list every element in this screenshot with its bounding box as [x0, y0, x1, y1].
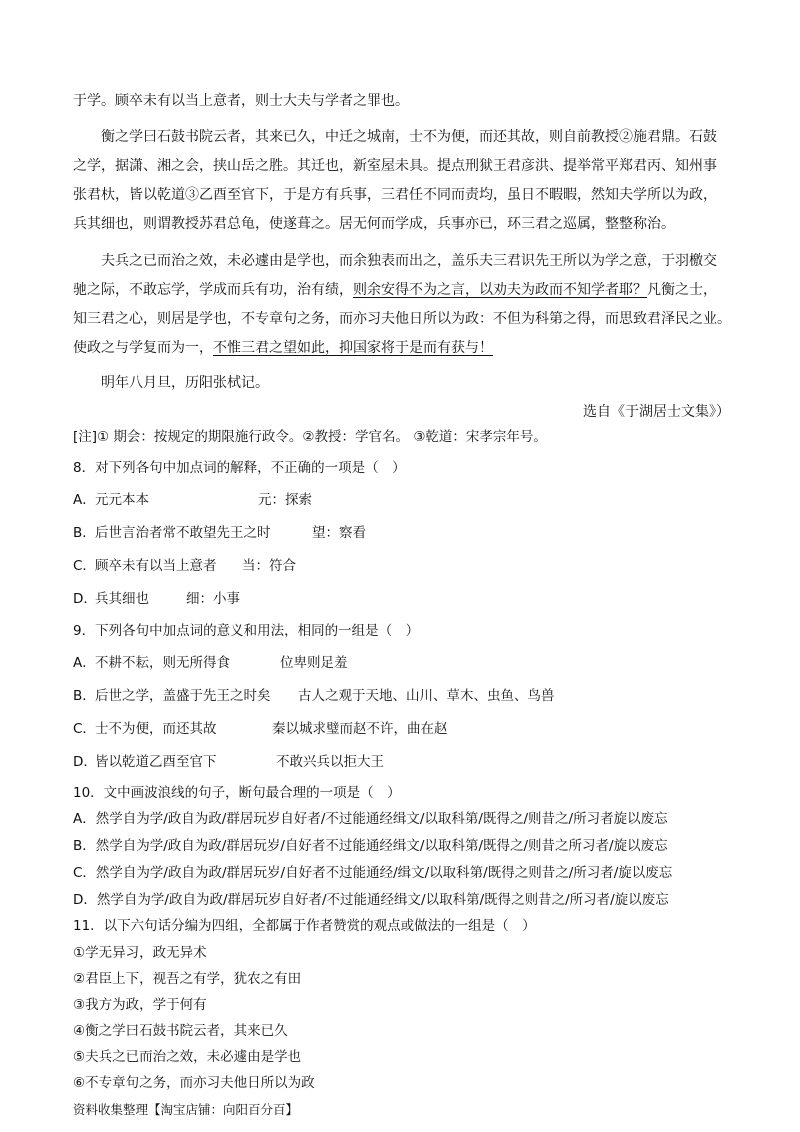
- q9-option-c-left: 士不为便，而还其故: [95, 721, 217, 737]
- passage-line: 夫兵之已而治之效，未必遽由是学也，而余独表而出之，盖乐夫三君识先王所以为学之意，于羽檄交: [101, 253, 717, 269]
- q8-option-d-gloss: 细：小事: [186, 591, 240, 607]
- passage-text: 驰之际，不敢忘学，学成而兵有功，治有绩，: [73, 282, 353, 298]
- q9-option-c-label: C．: [73, 721, 96, 737]
- passage-line: [73, 339, 733, 357]
- q8-option-b-label: B．: [73, 525, 96, 541]
- question-8-stem: 8．对下列各句中加点词的解释，不正确的一项是（ ）: [73, 460, 406, 476]
- q8-option-c-gloss: 当：符合: [242, 558, 296, 574]
- passage-line: [73, 281, 733, 299]
- question-9-stem: 9．下列各句中加点词的意义和用法，相同的一组是（ ）: [73, 623, 420, 639]
- q11-item: ②君臣上下，视吾之有学，犹农之有田: [73, 971, 302, 987]
- q11-item: ⑥不专章句之务，而亦习夫他日所以为政: [73, 1075, 315, 1091]
- q10-option-a: A．然学自为学/政自为政/群居玩岁自好者/不过能通经缉文/以取科第/既得之/则昔之/所习者旋以废忘: [73, 811, 668, 827]
- q10-option-d: D．然学自为学/政自为政/群居玩岁自好者/不过能通经缉文/以取科第/既得之则昔之/所习者/旋以废忘: [73, 892, 669, 908]
- q11-item: ⑤夫兵之已而治之效，未必遽由是学也: [73, 1049, 302, 1065]
- q8-option-d-sentence: 兵其细也: [95, 591, 149, 607]
- q10-option-c: C．然学自为学/政自为政/群居玩岁/自好者不过能通经/缉文/以取科第/既得之则昔之/所习者/旋以废忘: [73, 865, 673, 881]
- passage-line: 张君杕，皆以乾道③乙酉至官下，于是方有兵事，三君任不同而责均，虽日不暇暇，然知夫学所以为政，: [73, 187, 717, 203]
- q9-option-d-right: 不敢兴兵以拒大王: [276, 754, 384, 770]
- underlined-sentence: 不惟三君之望如此，抑国家将于是而有获与！: [213, 340, 493, 356]
- q9-option-a-label: A．: [73, 655, 96, 671]
- annotation-note: [注]① 期会：按规定的期限施行政令。②教授：学官名。 ③乾道：宋孝宗年号。: [73, 429, 547, 445]
- passage-line: 知三君之心，则居是学也，不专章句之务，而亦习夫他日所以为政：不但为科第之得，而思致君泽民之业。: [73, 311, 731, 327]
- q10-option-b: B．然学自为学/政自为政/群居玩岁/自好者不过能通经缉文/以取科第/既得之/则昔之所习者/旋以废忘: [73, 838, 668, 854]
- passage-text: 凡衡之士，: [647, 282, 717, 298]
- q8-option-b-gloss: 望：察看: [312, 525, 366, 541]
- q9-option-d-label: D．: [73, 754, 97, 770]
- q8-option-a-label: A．: [73, 492, 96, 508]
- q9-option-a-right: 位卑则足羞: [280, 655, 348, 671]
- passage-line: 衡之学曰石鼓书院云者，其来已久，中迁之城南，士不为便，而还其故，则自前教授②施君鼎。石鼓: [101, 129, 717, 145]
- q9-option-b-label: B．: [73, 688, 96, 704]
- q8-option-c-label: C．: [73, 558, 96, 574]
- q9-option-c-right: 秦以城求璧而赵不许，曲在赵: [272, 721, 448, 737]
- question-11-stem: 11．以下六句话分编为四组，全都属于作者赞赏的观点或做法的一组是（ ）: [73, 918, 536, 934]
- passage-line: 之学，据潇、湘之会，挟山岳之胜。其迁也，新室屋未具。提点刑狱王君彦洪、提举常平郑君丙、知州事: [73, 158, 717, 174]
- passage-line: 兵其细也，则谓教授苏君总龟，使遂葺之。居无何而学成，兵事亦已，环三君之巡属，整整称治。: [73, 216, 675, 232]
- q11-item: ③我方为政，学于何有: [73, 997, 207, 1013]
- q8-option-b-sentence: 后世言治者常不敢望先王之时: [95, 525, 271, 541]
- passage-source: 选自《于湖居士文集》）: [583, 404, 730, 420]
- q11-item: ④衡之学曰石鼓书院云者，其来已久: [73, 1023, 288, 1039]
- underlined-sentence: 则余安得不为之言，以劝夫为政而不知学者耶？: [353, 282, 647, 298]
- q9-option-d-left: 皆以乾道乙酉至官下: [95, 754, 217, 770]
- q9-option-b-left: 后世之学，盖盛于先王之时矣: [95, 688, 271, 704]
- q8-option-a-sentence: 元元本本: [95, 492, 149, 508]
- q9-option-b-right: 古人之观于天地、山川、草木、虫鱼、鸟兽: [298, 688, 555, 704]
- q11-item: ①学无异习，政无异术: [73, 945, 207, 961]
- passage-text: 使政之与学复而为一，: [73, 340, 213, 356]
- passage-signature: 明年八月旦，历阳张栻记。: [101, 375, 269, 391]
- q8-option-d-label: D．: [73, 591, 97, 607]
- q8-option-a-gloss: 元：探索: [258, 492, 312, 508]
- q8-option-c-sentence: 顾卒未有以当上意者: [95, 558, 217, 574]
- passage-line: 于学。顾卒未有以当上意者，则士大夫与学者之罪也。: [73, 93, 409, 109]
- question-10-stem: 10．文中画波浪线的句子，断句最合理的一项是（ ）: [73, 785, 401, 801]
- q9-option-a-left: 不耕不耘，则无所得食: [95, 655, 230, 671]
- page-footer: 资料收集整理【淘宝店铺：向阳百分百】: [73, 1102, 299, 1117]
